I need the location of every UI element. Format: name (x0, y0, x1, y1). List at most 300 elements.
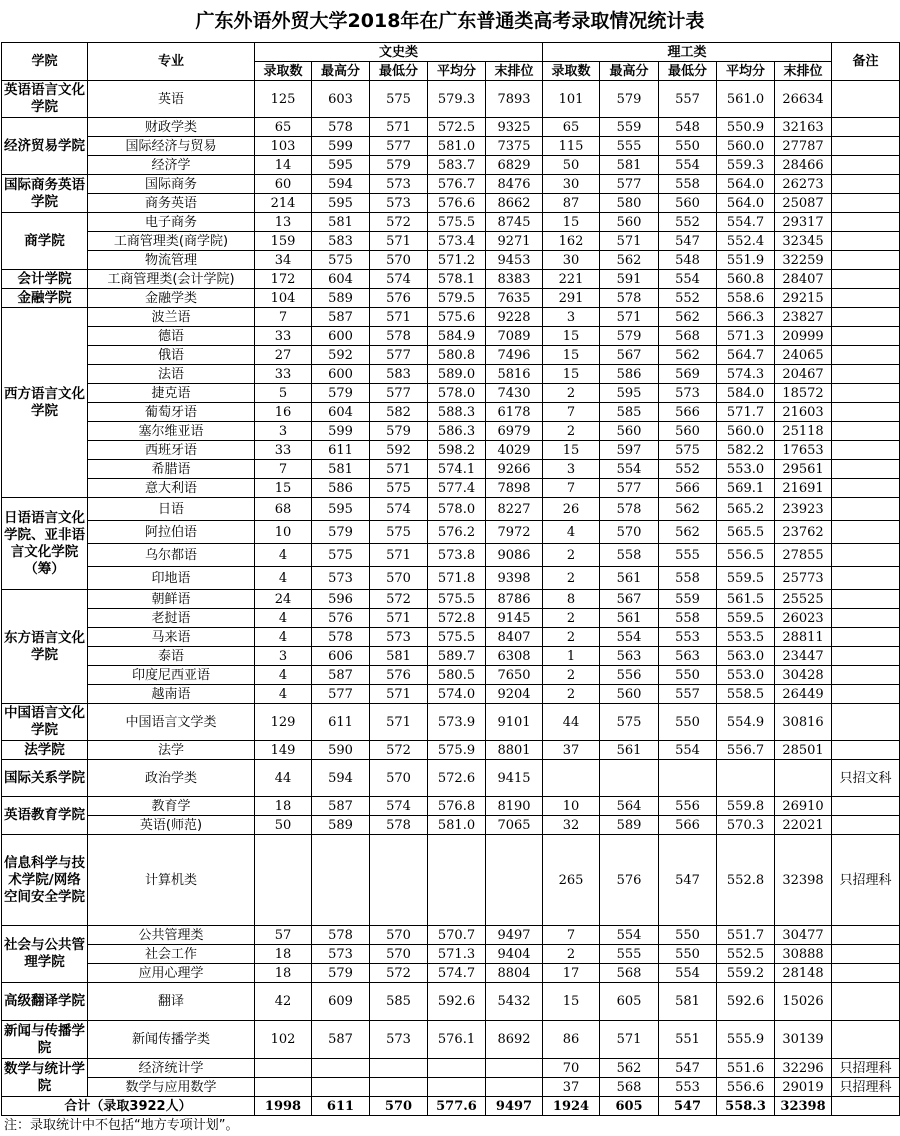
table-row (2, 760, 900, 797)
liberal-arts-cell: 573 (370, 1021, 428, 1059)
table-row (2, 194, 900, 213)
liberal-arts-cell: 579.3 (428, 81, 486, 118)
liberal-arts-cell: 576.6 (428, 194, 486, 213)
science-cell: 2 (543, 422, 600, 441)
science-cell: 28466 (775, 156, 832, 175)
table-row (2, 741, 900, 760)
liberal-arts-cell: 582 (370, 403, 428, 422)
liberal-arts-cell (312, 835, 370, 926)
major-cell: 泰语 (88, 647, 255, 666)
science-cell: 571.3 (717, 327, 775, 346)
liberal-arts-cell (312, 1078, 370, 1097)
liberal-arts-cell: 583.7 (428, 156, 486, 175)
major-cell: 翻译 (88, 983, 255, 1021)
major-cell: 法学 (88, 741, 255, 760)
note-cell (832, 156, 900, 175)
science-cell: 28811 (775, 628, 832, 647)
liberal-arts-cell: 129 (255, 704, 312, 741)
liberal-arts-cell: 577.4 (428, 479, 486, 498)
science-cell: 564.0 (717, 175, 775, 194)
table-footer (2, 1097, 900, 1116)
note-cell (832, 346, 900, 365)
liberal-arts-cell: 600 (312, 327, 370, 346)
science-cell: 559.2 (717, 964, 775, 983)
note-cell (832, 289, 900, 308)
science-cell: 3 (543, 308, 600, 327)
liberal-arts-cell (370, 835, 428, 926)
science-cell: 580 (600, 194, 659, 213)
liberal-arts-cell: 8662 (486, 194, 543, 213)
note-cell: 只招理科 (832, 1078, 900, 1097)
science-cell: 24065 (775, 346, 832, 365)
major-cell: 朝鲜语 (88, 590, 255, 609)
liberal-arts-cell: 9415 (486, 760, 543, 797)
liberal-arts-cell: 15 (255, 479, 312, 498)
table-row (2, 422, 900, 441)
science-cell: 571 (600, 232, 659, 251)
liberal-arts-cell: 571.8 (428, 567, 486, 590)
science-cell: 550.9 (717, 118, 775, 137)
liberal-arts-cell: 578 (370, 816, 428, 835)
table-row (2, 835, 900, 926)
liberal-arts-cell: 573 (312, 945, 370, 964)
liberal-arts-cell: 8804 (486, 964, 543, 983)
liberal-arts-cell: 172 (255, 270, 312, 289)
liberal-arts-cell: 8745 (486, 213, 543, 232)
note-cell (832, 460, 900, 479)
liberal-arts-cell: 577 (370, 346, 428, 365)
liberal-arts-cell: 594 (312, 175, 370, 194)
liberal-arts-cell (428, 1078, 486, 1097)
liberal-arts-cell: 575 (370, 81, 428, 118)
liberal-arts-cell: 34 (255, 251, 312, 270)
science-cell: 2 (543, 685, 600, 704)
science-cell: 291 (543, 289, 600, 308)
sub-header: 录取数 (543, 62, 600, 81)
table-row (2, 797, 900, 816)
liberal-arts-cell: 570 (370, 760, 428, 797)
major-cell: 新闻传播学类 (88, 1021, 255, 1059)
liberal-arts-cell: 592 (370, 441, 428, 460)
science-cell: 581 (600, 156, 659, 175)
major-cell: 政治学类 (88, 760, 255, 797)
college-cell: 法学院 (2, 741, 88, 760)
science-cell: 547 (659, 835, 717, 926)
science-cell: 556.5 (717, 544, 775, 567)
science-cell: 15 (543, 983, 600, 1021)
major-cell: 电子商务 (88, 213, 255, 232)
table-row (2, 964, 900, 983)
liberal-arts-cell: 575.5 (428, 590, 486, 609)
note-cell (832, 544, 900, 567)
science-cell: 560 (659, 422, 717, 441)
liberal-arts-cell: 572.8 (428, 609, 486, 628)
sub-header: 最低分 (659, 62, 717, 81)
table-row (2, 460, 900, 479)
science-cell: 560 (600, 422, 659, 441)
table-row (2, 441, 900, 460)
science-cell: 548 (659, 118, 717, 137)
liberal-arts-cell: 5816 (486, 365, 543, 384)
science-cell: 26634 (775, 81, 832, 118)
college-cell: 英语教育学院 (2, 797, 88, 835)
liberal-arts-cell: 578 (312, 628, 370, 647)
science-cell: 2 (543, 544, 600, 567)
science-cell: 32 (543, 816, 600, 835)
science-cell: 564.0 (717, 194, 775, 213)
liberal-arts-cell: 573 (370, 194, 428, 213)
table-row (2, 365, 900, 384)
science-cell: 554 (659, 156, 717, 175)
science-cell: 561.5 (717, 590, 775, 609)
total-cell: 547 (659, 1097, 717, 1116)
note-cell (832, 479, 900, 498)
major-cell: 金融学类 (88, 289, 255, 308)
science-cell: 558.6 (717, 289, 775, 308)
science-cell: 550 (659, 926, 717, 945)
science-cell: 605 (600, 983, 659, 1021)
liberal-arts-cell: 604 (312, 403, 370, 422)
liberal-arts-cell: 7650 (486, 666, 543, 685)
science-cell: 579 (600, 81, 659, 118)
science-cell: 563.0 (717, 647, 775, 666)
science-cell: 562 (659, 498, 717, 521)
college-cell: 西方语言文化学院 (2, 308, 88, 498)
note-cell (832, 590, 900, 609)
college-header: 学院 (2, 43, 88, 81)
liberal-arts-cell: 589 (312, 816, 370, 835)
major-cell: 应用心理学 (88, 964, 255, 983)
college-cell: 社会与公共管理学院 (2, 926, 88, 983)
table-row (2, 156, 900, 175)
liberal-arts-cell: 7089 (486, 327, 543, 346)
science-cell: 554 (659, 964, 717, 983)
science-cell: 555.9 (717, 1021, 775, 1059)
science-cell: 586 (600, 365, 659, 384)
liberal-arts-cell: 578 (312, 118, 370, 137)
liberal-arts-cell: 8692 (486, 1021, 543, 1059)
science-cell: 578 (600, 498, 659, 521)
science-cell: 23923 (775, 498, 832, 521)
liberal-arts-cell: 125 (255, 81, 312, 118)
liberal-arts-cell: 9266 (486, 460, 543, 479)
liberal-arts-cell: 603 (312, 81, 370, 118)
liberal-arts-cell (428, 835, 486, 926)
science-cell: 550 (659, 666, 717, 685)
liberal-arts-cell: 572 (370, 590, 428, 609)
science-cell: 15 (543, 365, 600, 384)
note-cell (832, 194, 900, 213)
science-cell: 566.3 (717, 308, 775, 327)
major-cell: 计算机类 (88, 835, 255, 926)
total-cell: 577.6 (428, 1097, 486, 1116)
liberal-arts-cell: 570.7 (428, 926, 486, 945)
science-cell: 37 (543, 741, 600, 760)
science-cell: 562 (600, 251, 659, 270)
table-row (2, 983, 900, 1021)
liberal-arts-cell: 579 (370, 422, 428, 441)
table-row (2, 685, 900, 704)
science-cell: 559 (600, 118, 659, 137)
table-row (2, 346, 900, 365)
science-cell: 577 (600, 175, 659, 194)
note-cell (832, 137, 900, 156)
science-header: 理工类 (543, 43, 832, 62)
science-cell: 221 (543, 270, 600, 289)
science-cell: 573 (659, 384, 717, 403)
table-row (2, 647, 900, 666)
liberal-arts-cell: 595 (312, 156, 370, 175)
science-cell: 7 (543, 403, 600, 422)
liberal-arts-cell: 595 (312, 498, 370, 521)
table-row (2, 213, 900, 232)
liberal-arts-cell (255, 1078, 312, 1097)
science-cell: 556 (659, 797, 717, 816)
liberal-arts-cell: 18 (255, 797, 312, 816)
science-cell: 50 (543, 156, 600, 175)
liberal-arts-cell: 18 (255, 964, 312, 983)
liberal-arts-cell: 16 (255, 403, 312, 422)
liberal-arts-cell: 606 (312, 647, 370, 666)
table-row (2, 1059, 900, 1078)
science-cell: 555 (600, 137, 659, 156)
total-label: 合计（录取3922人） (2, 1097, 255, 1116)
liberal-arts-cell: 575.5 (428, 213, 486, 232)
science-cell: 561 (600, 609, 659, 628)
science-cell: 566 (659, 479, 717, 498)
science-cell: 2 (543, 609, 600, 628)
major-cell: 英语(师范) (88, 816, 255, 835)
liberal-arts-cell: 9497 (486, 926, 543, 945)
total-cell: 558.3 (717, 1097, 775, 1116)
major-cell: 工商管理类(会计学院) (88, 270, 255, 289)
note-cell (832, 926, 900, 945)
liberal-arts-cell: 580.5 (428, 666, 486, 685)
science-cell: 552.4 (717, 232, 775, 251)
major-cell: 马来语 (88, 628, 255, 647)
major-cell: 希腊语 (88, 460, 255, 479)
liberal-arts-cell: 577 (370, 137, 428, 156)
science-cell: 571.7 (717, 403, 775, 422)
science-cell: 550 (659, 945, 717, 964)
liberal-arts-cell: 159 (255, 232, 312, 251)
science-cell: 551.6 (717, 1059, 775, 1078)
liberal-arts-cell: 8407 (486, 628, 543, 647)
table-row (2, 590, 900, 609)
total-row (2, 1097, 900, 1116)
science-cell: 568 (600, 964, 659, 983)
major-cell: 越南语 (88, 685, 255, 704)
liberal-arts-cell: 7 (255, 460, 312, 479)
table-row (2, 1078, 900, 1097)
liberal-arts-cell: 6829 (486, 156, 543, 175)
liberal-arts-cell: 9204 (486, 685, 543, 704)
liberal-arts-cell: 572 (370, 964, 428, 983)
liberal-arts-cell: 579 (312, 964, 370, 983)
table-row (2, 137, 900, 156)
college-cell: 会计学院 (2, 270, 88, 289)
liberal-arts-cell: 589.7 (428, 647, 486, 666)
liberal-arts-cell: 27 (255, 346, 312, 365)
liberal-arts-cell: 600 (312, 365, 370, 384)
science-cell: 558 (659, 175, 717, 194)
liberal-arts-cell: 598.2 (428, 441, 486, 460)
liberal-arts-cell: 9228 (486, 308, 543, 327)
science-cell: 584.0 (717, 384, 775, 403)
liberal-arts-cell: 571 (370, 232, 428, 251)
liberal-arts-cell: 575 (370, 479, 428, 498)
liberal-arts-cell: 578 (370, 327, 428, 346)
table-row (2, 327, 900, 346)
science-cell: 30 (543, 175, 600, 194)
liberal-arts-cell: 8227 (486, 498, 543, 521)
science-cell: 566 (659, 816, 717, 835)
science-cell: 557 (659, 685, 717, 704)
science-cell: 553.5 (717, 628, 775, 647)
liberal-arts-cell: 4 (255, 609, 312, 628)
science-cell: 558 (659, 609, 717, 628)
science-cell: 592.6 (717, 983, 775, 1021)
note-cell: 只招文科 (832, 760, 900, 797)
table-row (2, 1021, 900, 1059)
college-cell: 中国语言文化学院 (2, 704, 88, 741)
science-cell: 32259 (775, 251, 832, 270)
liberal-arts-cell (428, 1059, 486, 1078)
liberal-arts-cell: 33 (255, 441, 312, 460)
liberal-arts-cell: 9453 (486, 251, 543, 270)
college-cell: 高级翻译学院 (2, 983, 88, 1021)
liberal-arts-cell: 576.7 (428, 175, 486, 194)
table-row (2, 926, 900, 945)
science-cell: 556.6 (717, 1078, 775, 1097)
liberal-arts-cell: 571 (370, 685, 428, 704)
liberal-arts-cell: 9325 (486, 118, 543, 137)
liberal-arts-cell: 579 (312, 521, 370, 544)
college-cell: 金融学院 (2, 289, 88, 308)
table-body (2, 81, 900, 1097)
major-cell: 葡萄牙语 (88, 403, 255, 422)
liberal-arts-cell: 574 (370, 498, 428, 521)
science-cell: 562 (659, 308, 717, 327)
liberal-arts-cell: 588.3 (428, 403, 486, 422)
liberal-arts-cell: 578.0 (428, 498, 486, 521)
table-row (2, 118, 900, 137)
science-cell: 547 (659, 232, 717, 251)
science-cell: 15 (543, 441, 600, 460)
college-cell: 商学院 (2, 213, 88, 270)
liberal-arts-cell: 595 (312, 194, 370, 213)
liberal-arts-cell: 586 (312, 479, 370, 498)
science-cell: 556.7 (717, 741, 775, 760)
liberal-arts-cell: 572 (370, 741, 428, 760)
liberal-arts-cell: 6979 (486, 422, 543, 441)
science-cell: 571 (600, 308, 659, 327)
science-cell: 567 (600, 346, 659, 365)
science-cell: 20467 (775, 365, 832, 384)
liberal-arts-cell: 581 (312, 460, 370, 479)
science-cell: 559.5 (717, 609, 775, 628)
liberal-arts-cell: 584.9 (428, 327, 486, 346)
major-cell: 老挝语 (88, 609, 255, 628)
note-cell (832, 422, 900, 441)
liberal-arts-cell: 7893 (486, 81, 543, 118)
major-cell: 阿拉伯语 (88, 521, 255, 544)
science-cell: 597 (600, 441, 659, 460)
liberal-arts-cell: 5432 (486, 983, 543, 1021)
science-cell: 556 (600, 666, 659, 685)
liberal-arts-cell (370, 1078, 428, 1097)
liberal-arts-cell (486, 1078, 543, 1097)
liberal-arts-cell: 571 (370, 308, 428, 327)
liberal-arts-cell: 24 (255, 590, 312, 609)
liberal-arts-cell: 571 (370, 609, 428, 628)
science-cell: 25118 (775, 422, 832, 441)
liberal-arts-cell: 580.8 (428, 346, 486, 365)
liberal-arts-cell: 576.8 (428, 797, 486, 816)
science-cell: 27855 (775, 544, 832, 567)
liberal-arts-cell: 585 (370, 983, 428, 1021)
liberal-arts-cell: 7430 (486, 384, 543, 403)
liberal-arts-cell: 579 (312, 384, 370, 403)
total-note-cell (832, 1097, 900, 1116)
science-cell: 591 (600, 270, 659, 289)
science-cell: 30888 (775, 945, 832, 964)
liberal-arts-cell: 576 (370, 666, 428, 685)
science-cell: 26023 (775, 609, 832, 628)
science-cell: 2 (543, 945, 600, 964)
table-row (2, 251, 900, 270)
liberal-arts-cell: 590 (312, 741, 370, 760)
science-cell: 28407 (775, 270, 832, 289)
science-cell: 29215 (775, 289, 832, 308)
note-cell (832, 251, 900, 270)
liberal-arts-cell: 57 (255, 926, 312, 945)
science-cell: 558 (600, 544, 659, 567)
liberal-arts-cell: 599 (312, 137, 370, 156)
liberal-arts-cell: 587 (312, 1021, 370, 1059)
science-cell: 17653 (775, 441, 832, 460)
liberal-arts-cell: 570 (370, 251, 428, 270)
major-cell: 经济统计学 (88, 1059, 255, 1078)
liberal-arts-cell: 575 (370, 521, 428, 544)
science-cell: 561.0 (717, 81, 775, 118)
liberal-arts-cell: 573.9 (428, 704, 486, 741)
science-cell: 2 (543, 666, 600, 685)
science-cell: 561 (600, 741, 659, 760)
table-row (2, 232, 900, 251)
science-cell: 26 (543, 498, 600, 521)
science-cell: 32345 (775, 232, 832, 251)
liberal-arts-header: 文史类 (255, 43, 543, 62)
science-cell: 574.3 (717, 365, 775, 384)
college-cell: 东方语言文化学院 (2, 590, 88, 704)
liberal-arts-cell: 4 (255, 628, 312, 647)
liberal-arts-cell: 583 (370, 365, 428, 384)
admission-table (1, 42, 900, 1116)
liberal-arts-cell: 7065 (486, 816, 543, 835)
liberal-arts-cell: 571 (370, 704, 428, 741)
science-cell: 554 (659, 741, 717, 760)
major-cell: 意大利语 (88, 479, 255, 498)
college-cell: 经济贸易学院 (2, 118, 88, 175)
total-cell: 611 (312, 1097, 370, 1116)
liberal-arts-cell: 577 (312, 685, 370, 704)
liberal-arts-cell: 596 (312, 590, 370, 609)
science-cell: 560.0 (717, 422, 775, 441)
liberal-arts-cell: 575.9 (428, 741, 486, 760)
note-cell (832, 308, 900, 327)
science-cell: 162 (543, 232, 600, 251)
